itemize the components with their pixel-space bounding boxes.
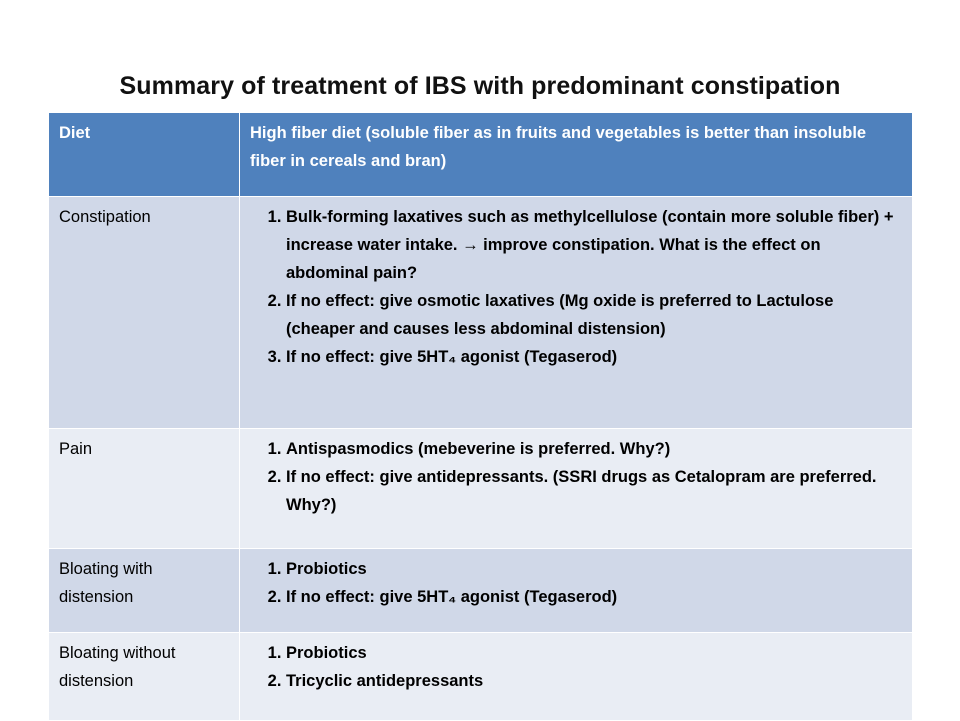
- table-row-bloating-with-distension: [49, 549, 913, 633]
- treatment-list: [250, 203, 902, 371]
- row-label: Bloating with distension: [49, 549, 240, 633]
- row-content: [240, 429, 913, 549]
- list-item: 1. Probiotics: [286, 555, 902, 583]
- treatment-list: [250, 435, 902, 519]
- list-item: 1. Antispasmodics (mebeverine is preferred. Why?): [286, 435, 902, 463]
- list-item: 2. Tricyclic antidepressants: [286, 667, 902, 695]
- row-content: [240, 549, 913, 633]
- treatment-table-container: [48, 112, 912, 721]
- list-item: 1. Probiotics: [286, 639, 902, 667]
- list-item: 2. If no effect: give 5HT₄ agonist (Tegaserod): [286, 583, 902, 611]
- list-item: 1. Bulk-forming laxatives such as methylcellulose (contain more soluble fiber) + increase water intake. → improve constipation. What is the effect on abdominal pain?: [286, 203, 902, 287]
- slide-title: Summary of treatment of IBS with predominant constipation: [119, 72, 841, 100]
- table-header-row: [49, 113, 913, 197]
- row-label: Constipation: [49, 197, 240, 429]
- header-content-cell: High fiber diet (soluble fiber as in fruits and vegetables is better than insoluble fiber in cereals and bran): [240, 113, 913, 197]
- list-item: 2. If no effect: give antidepressants. (SSRI drugs as Cetalopram are preferred. Why?): [286, 463, 902, 519]
- row-content: [240, 633, 913, 721]
- table-row-constipation: [49, 197, 913, 429]
- row-label: Pain: [49, 429, 240, 549]
- list-item: 2. If no effect: give osmotic laxatives (Mg oxide is preferred to Lactulose (cheaper and causes less abdominal distension): [286, 287, 902, 343]
- treatment-list: [250, 555, 902, 611]
- row-label: Bloating without distension: [49, 633, 240, 721]
- treatment-list: [250, 639, 902, 695]
- header-label-cell: Diet: [49, 113, 240, 197]
- table-row-bloating-without-distension: [49, 633, 913, 721]
- table-row-pain: [49, 429, 913, 549]
- row-content: [240, 197, 913, 429]
- list-item: 3. If no effect: give 5HT₄ agonist (Tegaserod): [286, 343, 902, 371]
- treatment-table: [48, 112, 913, 721]
